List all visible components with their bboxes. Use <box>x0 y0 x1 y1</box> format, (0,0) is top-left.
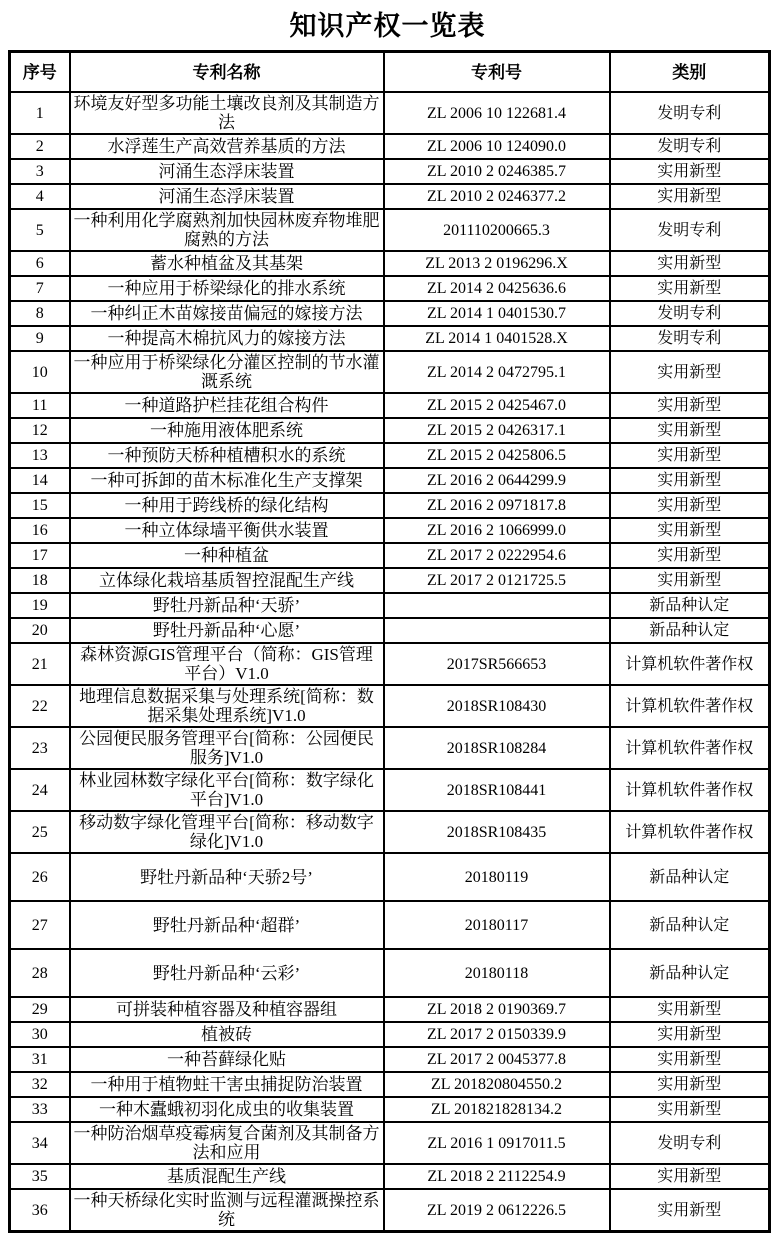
row-index-cell: 7 <box>10 276 70 301</box>
category-cell: 新品种认定 <box>610 949 770 997</box>
category-cell: 实用新型 <box>610 1097 770 1122</box>
category-cell: 实用新型 <box>610 1189 770 1232</box>
row-index-cell: 8 <box>10 301 70 326</box>
category-cell: 实用新型 <box>610 184 770 209</box>
category-cell: 计算机软件著作权 <box>610 685 770 727</box>
category-cell: 实用新型 <box>610 443 770 468</box>
patent-name-cell: 环境友好型多功能土壤改良剂及其制造方法 <box>70 92 384 134</box>
table-row <box>10 326 770 351</box>
category-cell: 新品种认定 <box>610 618 770 643</box>
table-row <box>10 1022 770 1047</box>
patent-name-cell: 植被砖 <box>70 1022 384 1047</box>
patent-number-cell: 20180118 <box>384 949 610 997</box>
patent-name-cell: 移动数字绿化管理平台[简称：移动数字绿化]V1.0 <box>70 811 384 853</box>
row-index-cell: 26 <box>10 853 70 901</box>
row-index-cell: 18 <box>10 568 70 593</box>
patent-name-cell: 一种应用于桥梁绿化分灌区控制的节水灌溉系统 <box>70 351 384 393</box>
patent-number-cell: ZL 2018 2 2112254.9 <box>384 1164 610 1189</box>
patent-number-cell: 20180117 <box>384 901 610 949</box>
document-page <box>0 4 775 1233</box>
patent-number-cell: ZL 2015 2 0425467.0 <box>384 393 610 418</box>
patent-number-cell: ZL 2015 2 0426317.1 <box>384 418 610 443</box>
patent-number-cell: ZL 2015 2 0425806.5 <box>384 443 610 468</box>
patent-name-cell: 一种用于跨线桥的绿化结构 <box>70 493 384 518</box>
patent-number-cell: 2018SR108430 <box>384 685 610 727</box>
row-index-cell: 27 <box>10 901 70 949</box>
patent-name-cell: 一种防治烟草疫霉病复合菌剂及其制备方法和应用 <box>70 1122 384 1164</box>
patent-number-cell <box>384 618 610 643</box>
row-index-cell: 12 <box>10 418 70 443</box>
row-index-cell: 5 <box>10 209 70 251</box>
ip-rights-table <box>8 50 771 1233</box>
row-index-cell: 19 <box>10 593 70 618</box>
patent-name-cell: 水浮莲生产高效营养基质的方法 <box>70 134 384 159</box>
page-title: 知识产权一览表 <box>289 11 486 41</box>
patent-name-cell: 一种应用于桥梁绿化的排水系统 <box>70 276 384 301</box>
category-cell: 发明专利 <box>610 1122 770 1164</box>
table-row <box>10 518 770 543</box>
row-index-cell: 29 <box>10 997 70 1022</box>
patent-name-cell: 一种用于植物蛀干害虫捕捉防治装置 <box>70 1072 384 1097</box>
header-index: 序号 <box>10 52 70 93</box>
patent-name-cell: 一种纠正木苗嫁接苗偏冠的嫁接方法 <box>70 301 384 326</box>
table-row <box>10 301 770 326</box>
category-cell: 实用新型 <box>610 159 770 184</box>
patent-number-cell: ZL 2016 2 0971817.8 <box>384 493 610 518</box>
patent-name-cell: 野牡丹新品种‘超群’ <box>70 901 384 949</box>
table-row <box>10 351 770 393</box>
table-row <box>10 493 770 518</box>
patent-name-cell: 公园便民服务管理平台[简称：公园便民服务]V1.0 <box>70 727 384 769</box>
category-cell: 实用新型 <box>610 276 770 301</box>
row-index-cell: 3 <box>10 159 70 184</box>
patent-number-cell: ZL 2017 2 0150339.9 <box>384 1022 610 1047</box>
table-row <box>10 853 770 901</box>
category-cell: 实用新型 <box>610 351 770 393</box>
patent-number-cell: ZL 2014 1 0401530.7 <box>384 301 610 326</box>
category-cell: 新品种认定 <box>610 593 770 618</box>
row-index-cell: 23 <box>10 727 70 769</box>
category-cell: 实用新型 <box>610 1022 770 1047</box>
category-cell: 发明专利 <box>610 301 770 326</box>
category-cell: 实用新型 <box>610 393 770 418</box>
patent-number-cell: ZL 2010 2 0246377.2 <box>384 184 610 209</box>
row-index-cell: 35 <box>10 1164 70 1189</box>
table-row <box>10 1097 770 1122</box>
category-cell: 计算机软件著作权 <box>610 643 770 685</box>
table-row <box>10 443 770 468</box>
category-cell: 实用新型 <box>610 1164 770 1189</box>
category-cell: 实用新型 <box>610 1047 770 1072</box>
table-header <box>10 52 770 93</box>
patent-number-cell: 20180119 <box>384 853 610 901</box>
row-index-cell: 13 <box>10 443 70 468</box>
row-index-cell: 17 <box>10 543 70 568</box>
header-category: 类别 <box>610 52 770 93</box>
category-cell: 实用新型 <box>610 518 770 543</box>
patent-name-cell: 一种预防天桥种植槽积水的系统 <box>70 443 384 468</box>
category-cell: 发明专利 <box>610 134 770 159</box>
patent-name-cell: 一种立体绿墙平衡供水装置 <box>70 518 384 543</box>
patent-number-cell <box>384 593 610 618</box>
row-index-cell: 31 <box>10 1047 70 1072</box>
patent-name-cell: 一种利用化学腐熟剂加快园林废弃物堆肥腐熟的方法 <box>70 209 384 251</box>
patent-number-cell: 2018SR108284 <box>384 727 610 769</box>
patent-name-cell: 野牡丹新品种‘心愿’ <box>70 618 384 643</box>
patent-number-cell: 2018SR108441 <box>384 769 610 811</box>
row-index-cell: 20 <box>10 618 70 643</box>
patent-number-cell: ZL 2019 2 0612226.5 <box>384 1189 610 1232</box>
row-index-cell: 33 <box>10 1097 70 1122</box>
patent-name-cell: 一种苔藓绿化贴 <box>70 1047 384 1072</box>
table-row <box>10 184 770 209</box>
patent-name-cell: 蓄水种植盆及其基架 <box>70 251 384 276</box>
category-cell: 计算机软件著作权 <box>610 727 770 769</box>
patent-number-cell: ZL 2013 2 0196296.X <box>384 251 610 276</box>
row-index-cell: 14 <box>10 468 70 493</box>
category-cell: 实用新型 <box>610 251 770 276</box>
table-row <box>10 393 770 418</box>
category-cell: 实用新型 <box>610 418 770 443</box>
table-row <box>10 997 770 1022</box>
patent-name-cell: 野牡丹新品种‘天骄’ <box>70 593 384 618</box>
patent-number-cell: ZL 2006 10 122681.4 <box>384 92 610 134</box>
table-row <box>10 1189 770 1232</box>
category-cell: 发明专利 <box>610 92 770 134</box>
patent-number-cell: ZL 2018 2 0190369.7 <box>384 997 610 1022</box>
row-index-cell: 25 <box>10 811 70 853</box>
table-row <box>10 418 770 443</box>
table-row <box>10 159 770 184</box>
row-index-cell: 11 <box>10 393 70 418</box>
row-index-cell: 32 <box>10 1072 70 1097</box>
table-row <box>10 209 770 251</box>
patent-name-cell: 一种提高木棉抗风力的嫁接方法 <box>70 326 384 351</box>
patent-name-cell: 基质混配生产线 <box>70 1164 384 1189</box>
patent-number-cell: 2017SR566653 <box>384 643 610 685</box>
patent-name-cell: 一种种植盆 <box>70 543 384 568</box>
category-cell: 实用新型 <box>610 997 770 1022</box>
patent-number-cell: ZL 201821828134.2 <box>384 1097 610 1122</box>
table-row <box>10 134 770 159</box>
row-index-cell: 22 <box>10 685 70 727</box>
table-row <box>10 1164 770 1189</box>
table-row <box>10 1047 770 1072</box>
patent-name-cell: 河涌生态浮床装置 <box>70 184 384 209</box>
table-row <box>10 1072 770 1097</box>
table-row <box>10 468 770 493</box>
patent-name-cell: 森林资源GIS管理平台（简称：GIS管理平台）V1.0 <box>70 643 384 685</box>
header-patent-name: 专利名称 <box>70 52 384 93</box>
row-index-cell: 9 <box>10 326 70 351</box>
patent-number-cell: 201110200665.3 <box>384 209 610 251</box>
patent-name-cell: 一种施用液体肥系统 <box>70 418 384 443</box>
patent-name-cell: 林业园林数字绿化平台[简称：数字绿化平台]V1.0 <box>70 769 384 811</box>
patent-name-cell: 野牡丹新品种‘云彩’ <box>70 949 384 997</box>
row-index-cell: 36 <box>10 1189 70 1232</box>
patent-number-cell: ZL 2017 2 0222954.6 <box>384 543 610 568</box>
table-row <box>10 92 770 134</box>
table-row <box>10 618 770 643</box>
category-cell: 实用新型 <box>610 493 770 518</box>
table-row <box>10 251 770 276</box>
header-row <box>10 52 770 93</box>
patent-number-cell: ZL 2014 2 0425636.6 <box>384 276 610 301</box>
table-row <box>10 811 770 853</box>
table-row <box>10 276 770 301</box>
row-index-cell: 1 <box>10 92 70 134</box>
header-patent-number: 专利号 <box>384 52 610 93</box>
patent-number-cell: ZL 2017 2 0045377.8 <box>384 1047 610 1072</box>
row-index-cell: 2 <box>10 134 70 159</box>
table-row <box>10 1122 770 1164</box>
patent-number-cell: ZL 2010 2 0246385.7 <box>384 159 610 184</box>
patent-name-cell: 一种木蠹蛾初羽化成虫的收集装置 <box>70 1097 384 1122</box>
patent-number-cell: ZL 2017 2 0121725.5 <box>384 568 610 593</box>
row-index-cell: 24 <box>10 769 70 811</box>
category-cell: 实用新型 <box>610 543 770 568</box>
row-index-cell: 28 <box>10 949 70 997</box>
row-index-cell: 4 <box>10 184 70 209</box>
patent-name-cell: 一种道路护栏挂花组合构件 <box>70 393 384 418</box>
table-row <box>10 568 770 593</box>
category-cell: 发明专利 <box>610 209 770 251</box>
row-index-cell: 6 <box>10 251 70 276</box>
row-index-cell: 16 <box>10 518 70 543</box>
patent-name-cell: 可拼装种植容器及种植容器组 <box>70 997 384 1022</box>
table-row <box>10 543 770 568</box>
row-index-cell: 10 <box>10 351 70 393</box>
patent-number-cell: ZL 2016 2 1066999.0 <box>384 518 610 543</box>
table-row <box>10 643 770 685</box>
patent-name-cell: 地理信息数据采集与处理系统[简称：数据采集处理系统]V1.0 <box>70 685 384 727</box>
category-cell: 实用新型 <box>610 568 770 593</box>
patent-number-cell: ZL 2006 10 124090.0 <box>384 134 610 159</box>
row-index-cell: 15 <box>10 493 70 518</box>
category-cell: 实用新型 <box>610 468 770 493</box>
patent-name-cell: 一种可拆卸的苗木标准化生产支撑架 <box>70 468 384 493</box>
table-row <box>10 949 770 997</box>
row-index-cell: 21 <box>10 643 70 685</box>
category-cell: 发明专利 <box>610 326 770 351</box>
table-row <box>10 769 770 811</box>
category-cell: 计算机软件著作权 <box>610 811 770 853</box>
row-index-cell: 30 <box>10 1022 70 1047</box>
patent-number-cell: ZL 2016 1 0917011.5 <box>384 1122 610 1164</box>
table-row <box>10 593 770 618</box>
patent-name-cell: 野牡丹新品种‘天骄2号’ <box>70 853 384 901</box>
table-row <box>10 727 770 769</box>
table-row <box>10 685 770 727</box>
patent-number-cell: ZL 2014 1 0401528.X <box>384 326 610 351</box>
row-index-cell: 34 <box>10 1122 70 1164</box>
patent-name-cell: 立体绿化栽培基质智控混配生产线 <box>70 568 384 593</box>
patent-number-cell: ZL 201820804550.2 <box>384 1072 610 1097</box>
table-row <box>10 901 770 949</box>
patent-number-cell: 2018SR108435 <box>384 811 610 853</box>
category-cell: 新品种认定 <box>610 853 770 901</box>
category-cell: 新品种认定 <box>610 901 770 949</box>
category-cell: 计算机软件著作权 <box>610 769 770 811</box>
patent-number-cell: ZL 2014 2 0472795.1 <box>384 351 610 393</box>
patent-number-cell: ZL 2016 2 0644299.9 <box>384 468 610 493</box>
table-body <box>10 92 770 1232</box>
patent-name-cell: 一种天桥绿化实时监测与远程灌溉操控系统 <box>70 1189 384 1232</box>
category-cell: 实用新型 <box>610 1072 770 1097</box>
patent-name-cell: 河涌生态浮床装置 <box>70 159 384 184</box>
